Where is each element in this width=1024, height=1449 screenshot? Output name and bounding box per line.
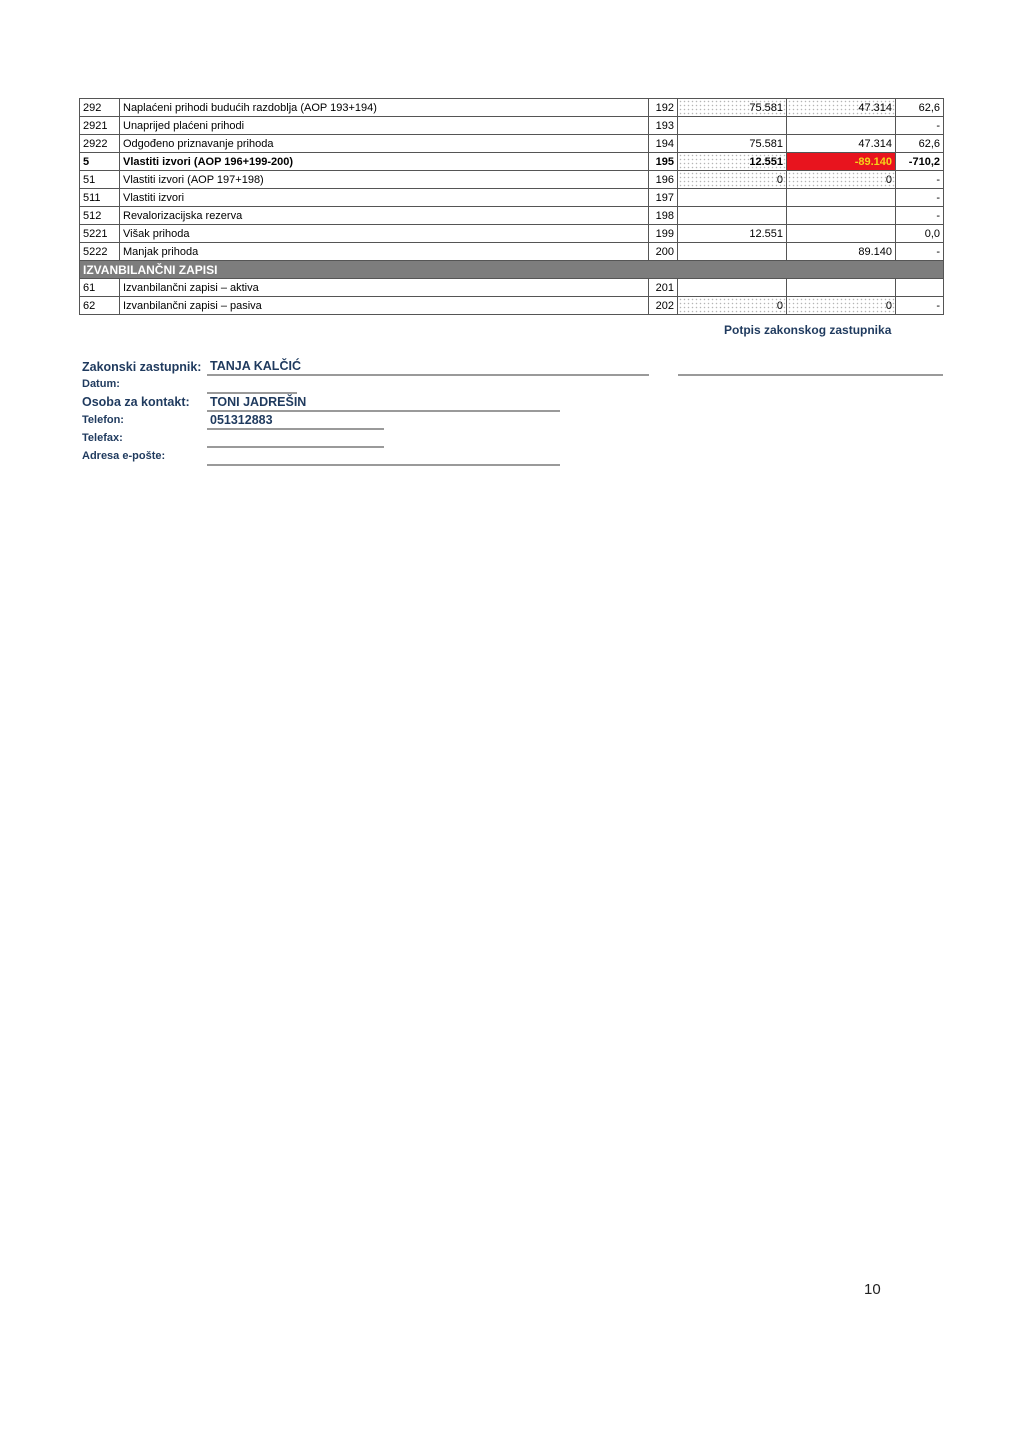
current-year-cell [787,189,896,207]
current-year-cell: 0 [787,171,896,189]
legal-rep-label: Zakonski zastupnik: [82,360,202,374]
index-cell: - [896,297,944,315]
account-code-cell: 511 [80,189,120,207]
table-body [80,99,944,261]
section-header [80,261,944,279]
description-cell: Revalorizacijska rezerva [120,207,649,225]
previous-year-cell [678,279,787,297]
signature-title: Potpis zakonskog zastupnika [724,323,892,337]
index-cell [896,279,944,297]
table-row [80,99,944,117]
index-cell: 0,0 [896,225,944,243]
aop-cell: 193 [649,117,678,135]
index-cell: -710,2 [896,153,944,171]
current-year-cell: 89.140 [787,243,896,261]
description-cell: Unaprijed plaćeni prihodi [120,117,649,135]
table-row [80,207,944,225]
index-cell: - [896,171,944,189]
current-year-cell [787,207,896,225]
page-number: 10 [864,1281,881,1298]
aop-cell: 192 [649,99,678,117]
aop-cell: 198 [649,207,678,225]
previous-year-cell: 0 [678,171,787,189]
description-cell: Izvanbilančni zapisi – aktiva [120,279,649,297]
aop-cell: 197 [649,189,678,207]
previous-year-cell [678,189,787,207]
index-cell: 62,6 [896,99,944,117]
previous-year-cell: 12.551 [678,225,787,243]
account-code-cell: 5 [80,153,120,171]
table-row [80,189,944,207]
fax-label: Telefax: [82,432,123,444]
email-line [207,464,560,466]
phone-line [207,428,384,430]
previous-year-cell: 12.551 [678,153,787,171]
description-cell: Naplaćeni prihodi budućih razdoblja (AOP 193+194) [120,99,649,117]
index-cell: - [896,207,944,225]
account-code-cell: 5221 [80,225,120,243]
phone-value: 051312883 [210,413,273,427]
aop-cell: 202 [649,297,678,315]
table-row [80,135,944,153]
date-line [207,392,297,394]
previous-year-cell: 75.581 [678,99,787,117]
signature-line [678,374,943,376]
balance-sheet-table [79,98,944,315]
account-code-cell: 292 [80,99,120,117]
table-body-offbalance [80,279,944,315]
date-label: Datum: [82,378,120,390]
account-code-cell: 5222 [80,243,120,261]
section-row [80,261,944,279]
table-row [80,279,944,297]
current-year-cell: 47.314 [787,99,896,117]
fax-line [207,446,384,448]
section-title: IZVANBILANČNI ZAPISI [80,261,944,279]
current-year-cell [787,225,896,243]
description-cell: Vlastiti izvori (AOP 196+199-200) [120,153,649,171]
table-row [80,243,944,261]
account-code-cell: 512 [80,207,120,225]
current-year-cell: 0 [787,297,896,315]
description-cell: Vlastiti izvori [120,189,649,207]
contact-line [207,410,560,412]
previous-year-cell [678,243,787,261]
legal-rep-value: TANJA KALČIĆ [210,359,301,373]
account-code-cell: 51 [80,171,120,189]
previous-year-cell: 0 [678,297,787,315]
aop-cell: 201 [649,279,678,297]
description-cell: Odgođeno priznavanje prihoda [120,135,649,153]
aop-cell: 194 [649,135,678,153]
table-row [80,171,944,189]
previous-year-cell [678,207,787,225]
aop-cell: 199 [649,225,678,243]
index-cell: - [896,117,944,135]
aop-cell: 196 [649,171,678,189]
account-code-cell: 2922 [80,135,120,153]
previous-year-cell [678,117,787,135]
account-code-cell: 62 [80,297,120,315]
table-row [80,297,944,315]
current-year-cell [787,117,896,135]
account-code-cell: 2921 [80,117,120,135]
email-label: Adresa e-pošte: [82,450,166,462]
description-cell: Manjak prihoda [120,243,649,261]
aop-cell: 200 [649,243,678,261]
account-code-cell: 61 [80,279,120,297]
previous-year-cell: 75.581 [678,135,787,153]
current-year-cell: -89.140 [787,153,896,171]
table-row [80,117,944,135]
current-year-cell: 47.314 [787,135,896,153]
contact-value: TONI JADREŠIN [210,395,307,409]
contact-label: Osoba za kontakt: [82,395,190,409]
index-cell: 62,6 [896,135,944,153]
phone-label: Telefon: [82,414,124,426]
current-year-cell [787,279,896,297]
description-cell: Vlastiti izvori (AOP 197+198) [120,171,649,189]
aop-cell: 195 [649,153,678,171]
legal-rep-line [207,374,649,376]
index-cell: - [896,189,944,207]
description-cell: Višak prihoda [120,225,649,243]
table-row [80,153,944,171]
table-row [80,225,944,243]
description-cell: Izvanbilančni zapisi – pasiva [120,297,649,315]
index-cell: - [896,243,944,261]
